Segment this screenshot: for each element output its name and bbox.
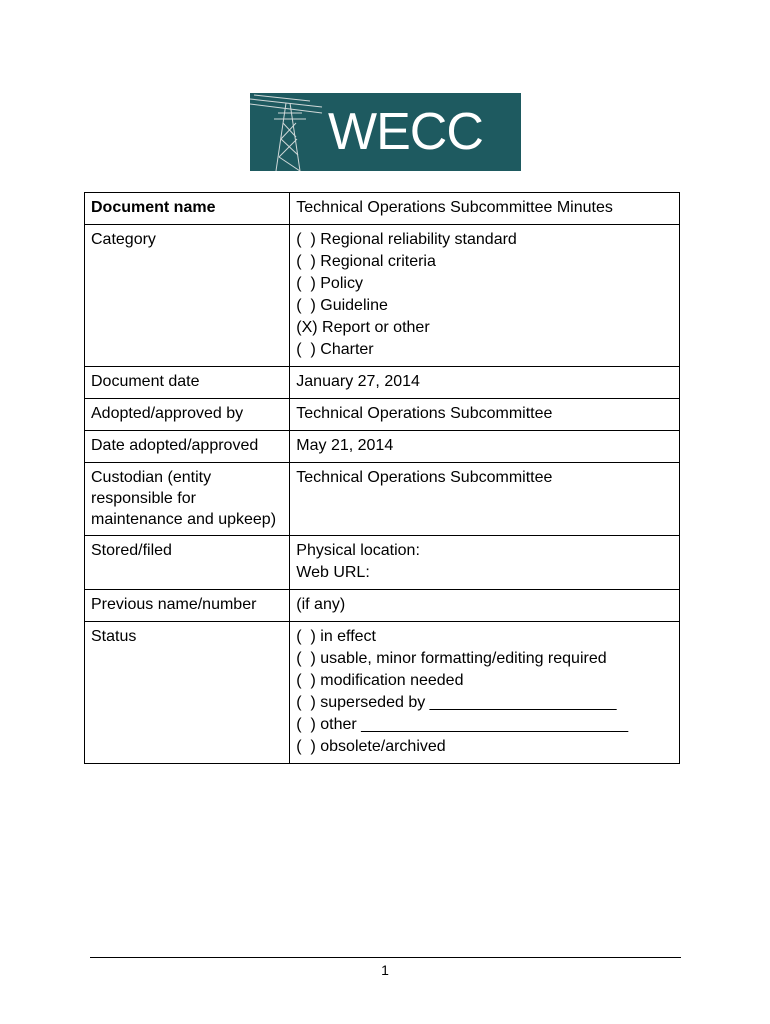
transmission-tower-icon xyxy=(250,93,328,171)
adopted-approved-by-label: Adopted/approved by xyxy=(85,399,290,431)
row-status xyxy=(85,622,680,764)
status-label: Status xyxy=(85,622,290,764)
custodian-label: Custodian (entity responsible for maintenance and upkeep) xyxy=(85,463,290,536)
stored-filed-value-line: Physical location: xyxy=(296,542,420,559)
stored-filed-value xyxy=(290,536,680,590)
row-stored-filed xyxy=(85,536,680,590)
row-document-name xyxy=(85,193,680,225)
document-name-value-line: Technical Operations Subcommittee Minutes xyxy=(296,199,613,216)
status-value-line: ( ) modification needed xyxy=(296,672,464,689)
date-adopted-approved-value xyxy=(290,431,680,463)
document-date-label: Document date xyxy=(85,367,290,399)
stored-filed-label: Stored/filed xyxy=(85,536,290,590)
adopted-approved-by-value xyxy=(290,399,680,431)
row-date-adopted-approved xyxy=(85,431,680,463)
footer-divider xyxy=(90,957,681,958)
wecc-logo xyxy=(250,93,521,171)
logo-wordmark: WECC xyxy=(328,103,483,161)
row-previous-name-number xyxy=(85,590,680,622)
stored-filed-value-line: Web URL: xyxy=(296,564,370,581)
document-name-label: Document name xyxy=(85,193,290,225)
document-name-value xyxy=(290,193,680,225)
previous-name-number-value-line: (if any) xyxy=(296,596,346,613)
status-value xyxy=(290,622,680,764)
document-date-value xyxy=(290,367,680,399)
row-category xyxy=(85,225,680,367)
category-value-line: ( ) Charter xyxy=(296,341,374,358)
previous-name-number-value xyxy=(290,590,680,622)
category-label: Category xyxy=(85,225,290,367)
custodian-value xyxy=(290,463,680,536)
status-value-line: ( ) in effect xyxy=(296,628,376,645)
category-value-line: ( ) Regional reliability standard xyxy=(296,231,517,248)
document-info-table xyxy=(84,192,680,764)
category-value-line: ( ) Guideline xyxy=(296,297,388,314)
status-value-line: ( ) superseded by _____________________ xyxy=(296,694,617,711)
previous-name-number-label: Previous name/number xyxy=(85,590,290,622)
document-date-value-line: January 27, 2014 xyxy=(296,373,420,390)
category-value-line: ( ) Policy xyxy=(296,275,363,292)
category-value xyxy=(290,225,680,367)
status-value-line: ( ) usable, minor formatting/editing required xyxy=(296,650,607,667)
row-document-date xyxy=(85,367,680,399)
row-custodian xyxy=(85,463,680,536)
status-value-line: ( ) obsolete/archived xyxy=(296,738,446,755)
date-adopted-approved-value-line: May 21, 2014 xyxy=(296,437,394,454)
row-adopted-approved-by xyxy=(85,399,680,431)
page-number: 1 xyxy=(381,962,389,978)
status-value-line: ( ) other ______________________________ xyxy=(296,716,629,733)
category-value-line: (X) Report or other xyxy=(296,319,430,336)
category-value-line: ( ) Regional criteria xyxy=(296,253,436,270)
custodian-value-line: Technical Operations Subcommittee xyxy=(296,469,553,486)
date-adopted-approved-label: Date adopted/approved xyxy=(85,431,290,463)
adopted-approved-by-value-line: Technical Operations Subcommittee xyxy=(296,405,553,422)
